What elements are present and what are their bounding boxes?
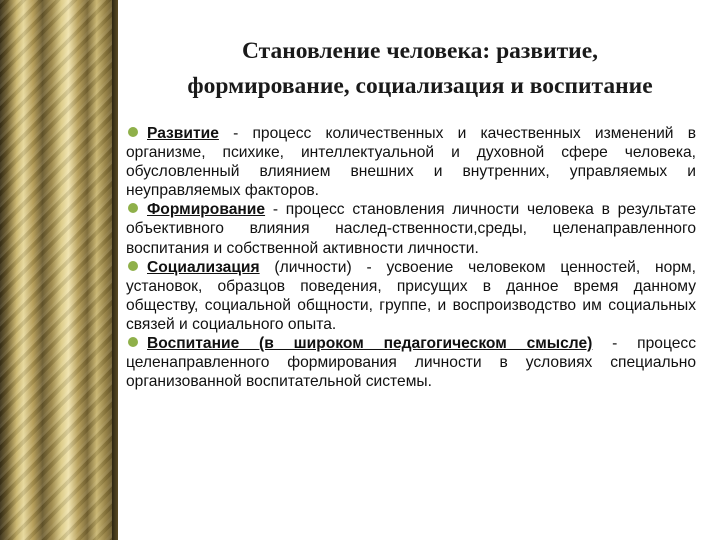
- definition-item-socialization: [126, 258, 696, 334]
- bullet-icon: [128, 261, 138, 271]
- term-development: Развитие: [147, 125, 219, 142]
- term-socialization: Социализация: [147, 258, 260, 276]
- definition-item-upbringing: [126, 334, 696, 391]
- term-upbringing: Воспитание (в широком педагогическом смысле): [147, 335, 593, 353]
- bullet-icon: [128, 203, 138, 213]
- bullet-icon: [128, 337, 138, 347]
- definition-development: - процесс количественных и качественных изменений в организме, психике, интеллектуальной и духовной сфере человека, обусловленный влиянием внешних и внутренних, управляемых и неуправляемых факторов.: [126, 125, 696, 200]
- title-line-1: Становление человека: развитие,: [242, 38, 598, 64]
- bullet-icon: [128, 127, 138, 137]
- definition-formation: - процесс становления личности человека в результате объективного влияния наслед-ственности,среды, целенаправленного воспитания и собственной активности личности.: [126, 201, 696, 257]
- term-formation: Формирование: [147, 201, 266, 219]
- definition-upbringing: - процесс целенаправленного формирования личности в условиях специально организованной воспитательной системы.: [126, 335, 696, 391]
- decorative-gold-band: [0, 0, 118, 540]
- title-line-2: формирование, социализация и воспитание: [187, 73, 653, 99]
- definitions-list: [126, 124, 696, 391]
- definition-item-formation: [126, 200, 696, 257]
- slide-title: [124, 34, 716, 104]
- definition-item-development: [126, 124, 696, 200]
- definition-socialization: (личности) - усвоение человеком ценностей, норм, установок, образцов поведения, присущих в данное время данному обществу, социальной общности, группе, и воспроизводство им социальных связей и социального опыта.: [126, 258, 696, 333]
